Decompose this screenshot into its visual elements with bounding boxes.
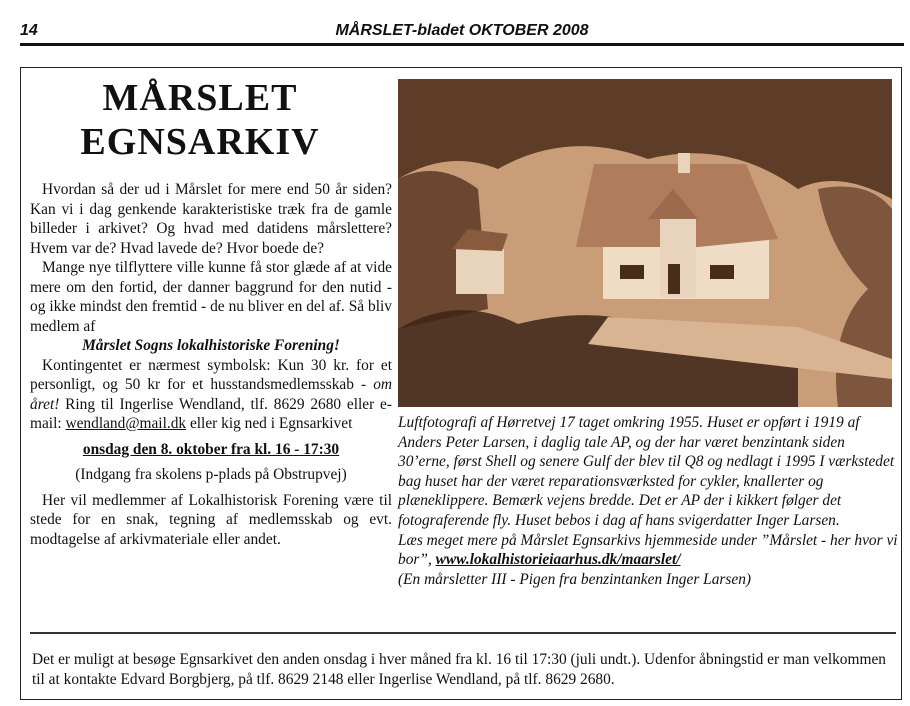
entrance-note: (Indgang fra skolens p-plads på Obstrupvej) [75,466,347,483]
newcomers-paragraph: Mange nye tilflyttere ville kunne få stor glæde af at vide mere om den fortid, der danner baggrund for den nutid - og ikke mindst den fremtid - de nu bliver en del af. Så bliv medlem af [30,259,392,335]
section-divider [30,632,896,634]
masthead: MÅRSLET-bladet OKTOBER 2008 [335,22,589,39]
membership-paragraph [30,356,392,434]
header-rule [20,43,904,46]
caption-more [398,531,898,570]
date-line [30,440,392,460]
date-text: onsdag den 8. oktober fra kl. 16 - 17:30 [82,440,340,458]
caption-more-text: Læs meget mere på Mårslet Egnsarkivs hjemmeside under ”Mårslet - her hvor vi bor”, [398,531,898,569]
page-header [20,20,904,42]
caption-source: (En mårsletter III - Pigen fra benzintanken Inger Larsen) [398,570,752,588]
shed-wall [456,249,504,294]
house-door [668,264,680,294]
intro-paragraph: Hvordan så der ud i Mårslet for mere end 50 år siden? Kan vi i dag genkende karakteristiske træk fra de gamle billeder i arkivet? Og hvad med datidens mårslettere? Hvem var de? Hvad lavede de? Hvor boede de? [30,181,392,257]
society-name: Mårslet Sogns lokalhistoriske Forening! [82,337,340,354]
fee-text: Kontingentet er nærmest symbolsk: Kun 30 kr. for et personligt, og 50 kr for et husstandsmedlemsskab - [30,356,392,393]
opening-hours-note: Det er muligt at besøge Egnsarkivet den anden onsdag i hver måned fra kl. 16 til 17:30 (juli undt.). Udenfor åbningstid er man velkommen til at kontakte Edvard Borgbjerg, på tlf. 8629 2148 eller Ingerlise Wendland, på tlf. 8629 2680. [32,651,886,688]
fee-text-3: eller kig ned i Egnsarkivet [186,415,353,432]
title-line-1: MÅRSLET [102,77,298,119]
chimney [678,153,690,173]
title-line-2: EGNSARKIV [80,121,320,163]
house-window-right [710,265,734,279]
aerial-photo [398,79,892,407]
article-body [30,180,392,549]
email-link[interactable]: wendland@mail.dk [65,415,187,432]
page-number: 14 [20,22,38,39]
volunteers-paragraph: Her vil medlemmer af Lokalhistorisk Forening være til stede for en snak, tegning af medlemsskab og evt. modtagelse af arkivmateriale eller andet. [30,491,392,548]
aerial-photo-house-icon [398,79,892,407]
fee-emphasis: om året! [30,376,392,413]
photo-caption [398,413,898,589]
caption-url-link[interactable]: www.lokalhistorieiaarhus.dk/maarslet/ [435,551,681,569]
house-window-left [620,265,644,279]
caption-text: Luftfotografi af Hørretvej 17 taget omkring 1955. Huset er opført i 1919 af Anders Peter Larsen, i daglig tale AP, og der har været benzintank siden 30’erne, først Shell og senere Gulf der blev til Q8 og nedlagt i 1995 I værkstedet bag huset har der været reparationsværksted for cykler, knallerter og plæneklippere. Bemærk vejens bredde. Det er AP der i kikkert følger det fotograferende fly. Huset bebos i dag af hans svigerdatter Inger Larsen. [398,414,895,529]
article-title [20,76,380,164]
fee-text-2: Ring til Ingerlise Wendland, tlf. 8629 2680 eller e-mail: [30,395,392,432]
